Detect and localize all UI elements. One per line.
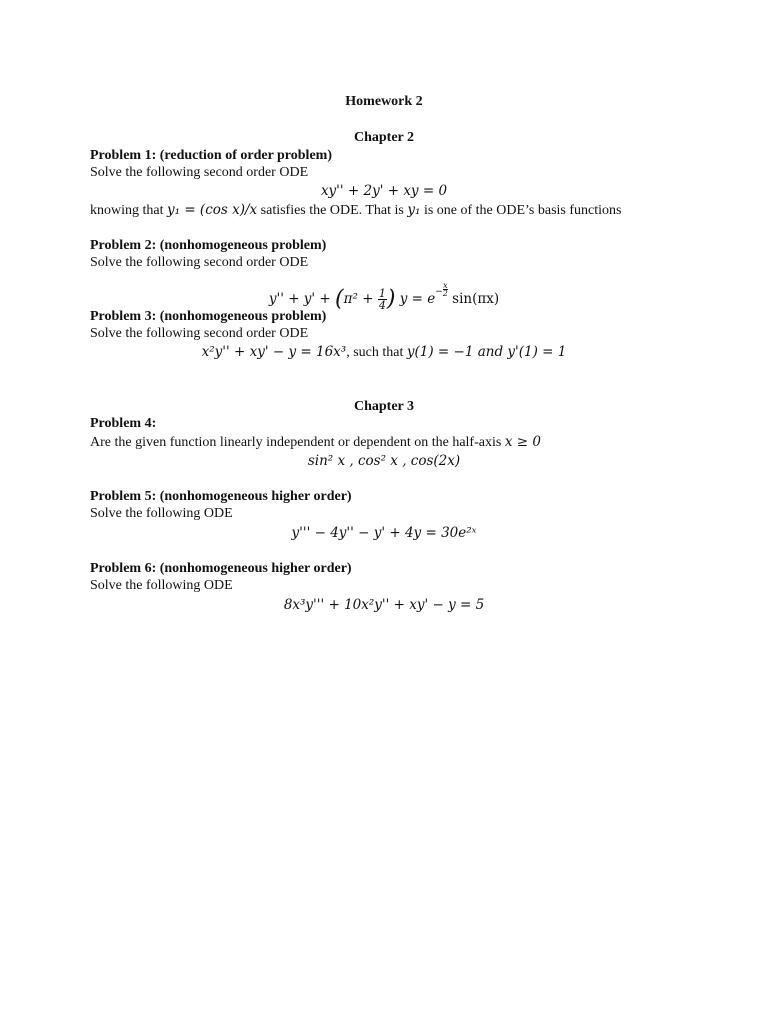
eq3-cond-text: , such that (346, 345, 407, 360)
eq2-pi: π² + (343, 291, 378, 307)
page-title: Homework 2 (345, 94, 423, 109)
problem-2-equation (0, 282, 768, 311)
problem-5-text: Solve the following ODE (90, 506, 233, 521)
problem-3-text: Solve the following second order ODE (90, 326, 309, 341)
chapter-2-heading: Chapter 2 (353, 130, 415, 145)
problem-6-equation: 8x³y''' + 10x²y'' + xy' − y = 5 (283, 597, 485, 613)
problem-4-text-a: Are the given function linearly independent or dependent on the half-axis (90, 435, 505, 450)
problem-1-title: Problem 1: (reduction of order problem) (90, 148, 332, 163)
problem-6-text: Solve the following ODE (90, 578, 233, 593)
problem-4-title: Problem 4: (90, 416, 157, 431)
eq2-mid: y = e (399, 291, 436, 307)
problem-3-title: Problem 3: (nonhomogeneous problem) (90, 309, 327, 324)
problem-4-text (90, 433, 541, 452)
eq3-conditions: y(1) = −1 and y'(1) = 1 (406, 344, 567, 360)
note-y1: y₁ (407, 202, 421, 218)
fraction-numerator: 1 (378, 287, 386, 300)
fraction-denominator: 4 (378, 299, 386, 312)
left-paren: ( (335, 286, 344, 312)
problem-1-equation: xy'' + 2y' + xy = 0 (320, 183, 448, 199)
exp-fraction (443, 282, 448, 297)
eq2-right: sin(πx) (452, 291, 500, 307)
note-text-b: satisfies the ODE. That is (257, 203, 408, 218)
problem-3-equation (0, 343, 768, 362)
problem-6-title: Problem 6: (nonhomogeneous higher order) (90, 561, 352, 576)
problem-4-domain: x ≥ 0 (504, 434, 541, 450)
exp-denominator: 2 (442, 289, 448, 298)
note-text-c: is one of the ODE’s basis functions (420, 203, 622, 218)
problem-1-note (90, 201, 621, 220)
problem-4-functions: sin² x , cos² x , cos(2x) (307, 453, 461, 469)
problem-1-text: Solve the following second order ODE (90, 165, 309, 180)
right-paren: ) (386, 286, 396, 312)
chapter-3-heading: Chapter 3 (353, 399, 415, 414)
problem-2-text: Solve the following second order ODE (90, 255, 309, 270)
note-text-a: knowing that (90, 203, 167, 218)
eq2-left: y'' + y' + (268, 291, 336, 307)
problem-5-equation: y''' − 4y'' − y' + 4y = 30e²ˣ (291, 525, 477, 541)
problem-5-title: Problem 5: (nonhomogeneous higher order) (90, 489, 352, 504)
exp-numerator: x (443, 281, 448, 290)
eq3-main: x²y'' + xy' − y = 16x³ (201, 344, 347, 360)
fraction-one-quarter (378, 288, 387, 311)
note-y1-definition: y₁ = (cos x)/x (167, 202, 258, 218)
problem-2-title: Problem 2: (nonhomogeneous problem) (90, 238, 327, 253)
exp-sign: − (435, 287, 443, 297)
